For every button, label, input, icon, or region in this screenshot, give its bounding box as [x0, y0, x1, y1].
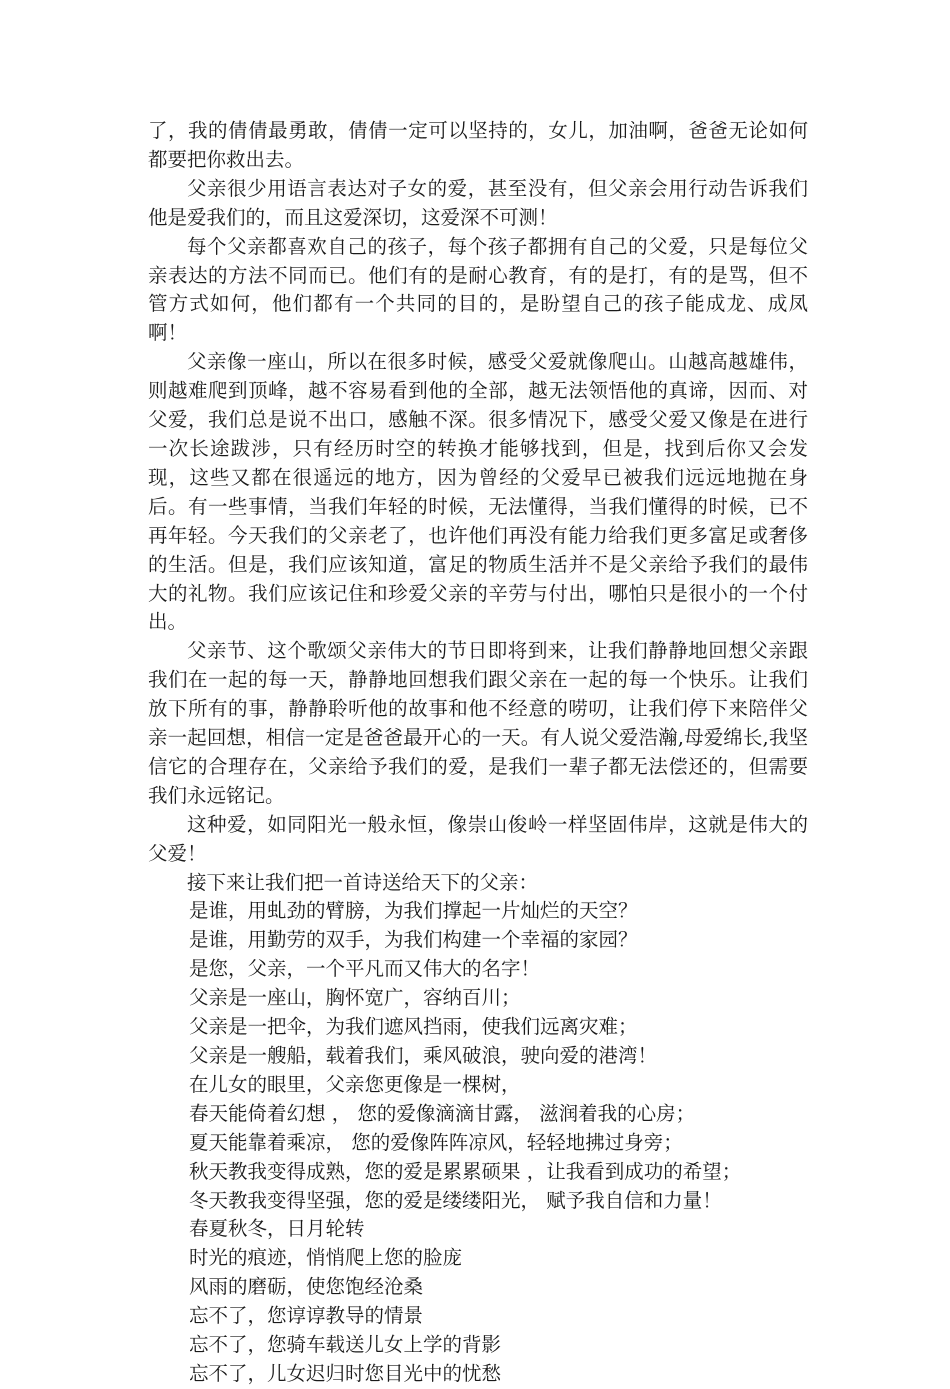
poem-line: 秋天教我变得成熟，您的爱是累累硕果 ，让我看到成功的希望； — [189, 1159, 742, 1183]
paragraph: 每个父亲都喜欢自己的孩子，每个孩子都拥有自己的父爱，只是每位父亲表达的方法不同而已。他们有的是耐心教育，有的是打，有的是骂，但不管方式如何，他们都有一个共同的目的，是盼望自己的孩子能成龙、成凤啊！ — [148, 234, 808, 345]
poem-line: 是谁，用勤劳的双手，为我们构建一个幸福的家园？ — [189, 928, 638, 952]
poem-line: 在儿女的眼里，父亲您更像是一棵树， — [189, 1072, 521, 1096]
poem — [148, 897, 808, 1388]
poem-line: 父亲是一艘船，载着我们，乘风破浪，驶向爱的港湾！ — [189, 1044, 658, 1067]
article-body — [148, 117, 808, 1389]
paragraph: 这种爱，如同阳光一般永恒，像崇山俊岭一样坚固伟岸，这就是伟大的父爱！ — [148, 812, 808, 865]
paragraph: 父亲节、这个歌颂父亲伟大的节日即将到来，让我们静静地回想父亲跟我们在一起的每一天，静静地回想我们跟父亲在一起的每一个快乐。让我们放下所有的事，静静聆听他的故事和他不经意的唠叨，让我们停下来陪伴父亲一起回想，相信一定是爸爸最开心的一天。有人说父爱浩瀚,母爱绵长,我坚信它的合理存在，父亲给予我们的爱，是我们一辈子都无法偿还的，但需要我们永远铭记。 — [148, 639, 808, 807]
poem-line: 父亲是一座山，胸怀宽广，容纳百川； — [189, 986, 521, 1010]
poem-line: 是谁，用虬劲的臂膀，为我们撑起一片灿烂的天空？ — [189, 899, 638, 923]
poem-line: 春天能倚着幻想 ， 您的爱像滴滴甘露， 滋润着我的心房； — [189, 1101, 696, 1125]
paragraph: 父亲很少用语言表达对子女的爱，甚至没有，但父亲会用行动告诉我们他是爱我们的，而且这爱深切，这爱深不可测！ — [148, 176, 808, 229]
poem-line: 是您，父亲，一个平凡而又伟大的名字！ — [189, 957, 541, 981]
poem-line: 夏天能靠着乘凉， 您的爱像阵阵凉风，轻轻地拂过身旁； — [189, 1130, 683, 1154]
poem-line: 忘不了，您谆谆教导的情景 — [189, 1304, 424, 1328]
poem-line: 风雨的磨砺，使您饱经沧桑 — [189, 1275, 424, 1299]
poem-line: 春夏秋冬，日月轮转 — [189, 1217, 365, 1241]
poem-line: 时光的痕迹，悄悄爬上您的脸庞 — [189, 1246, 463, 1270]
poem-line: 忘不了，您骑车载送儿女上学的背影 — [189, 1333, 502, 1357]
poem-intro: 接下来让我们把一首诗送给天下的父亲： — [187, 870, 539, 894]
paragraph: 父亲像一座山，所以在很多时候，感受父爱就像爬山。山越高越雄伟，则越难爬到顶峰，越不容易看到他的全部，越无法领悟他的真谛，因而、对父爱，我们总是说不出口，感触不深。很多情况下，感受父爱又像是在进行一次长途跋涉，只有经历时空的转换才能够找到，但是，找到后你又会发现，这些又都在很遥远的地方，因为曾经的父爱早已被我们远远地抛在身后。有一些事情，当我们年轻的时候，无法懂得，当我们懂得的时候，已不再年轻。今天我们的父亲老了，也许他们再没有能力给我们更多富足或奢侈的生活。但是，我们应该知道，富足的物质生活并不是父亲给予我们的最伟大的礼物。我们应该记住和珍爱父亲的辛劳与付出，哪怕只是很小的一个付出。 — [148, 350, 808, 634]
paragraph-continuation: 了，我的倩倩最勇敢，倩倩一定可以坚持的，女儿，加油啊，爸爸无论如何都要把你救出去。 — [148, 119, 808, 171]
poem-line: 忘不了，儿女迟归时您目光中的忧愁 — [189, 1361, 502, 1385]
poem-line: 冬天教我变得坚强，您的爱是缕缕阳光， 赋予我自信和力量！ — [189, 1188, 722, 1212]
poem-line: 父亲是一把伞，为我们遮风挡雨，使我们远离灾难； — [189, 1015, 638, 1039]
